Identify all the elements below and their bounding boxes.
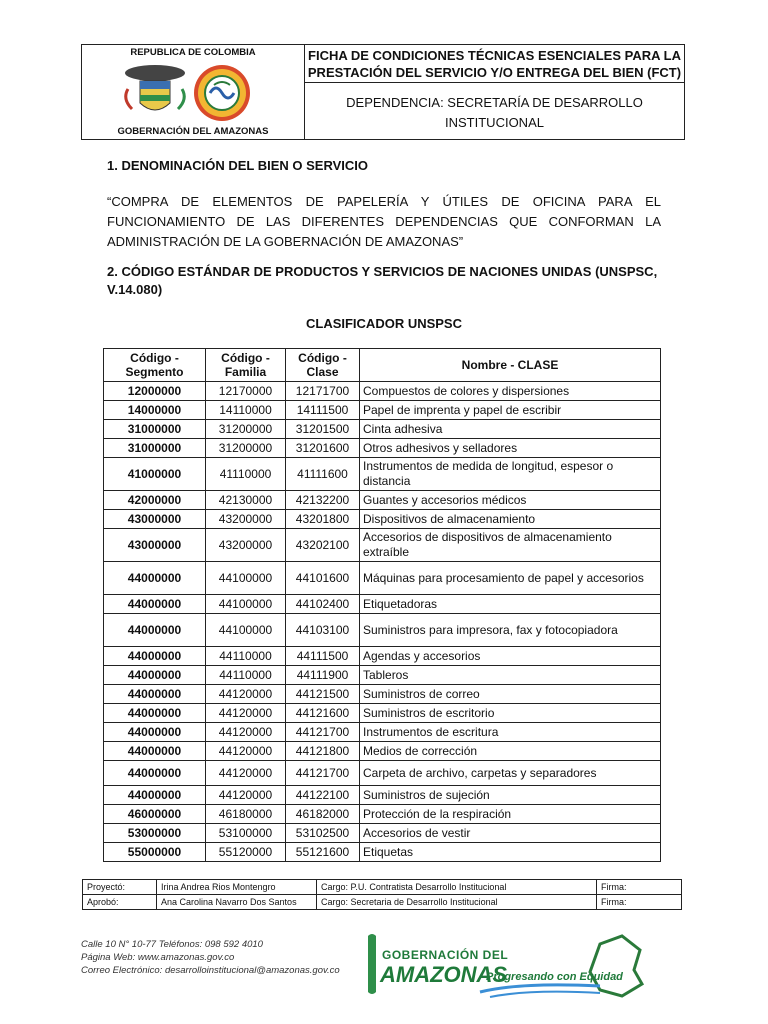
- family-code: 44120000: [206, 786, 286, 805]
- family-code: 44100000: [206, 614, 286, 647]
- segment-code: 41000000: [104, 458, 206, 491]
- segment-code: 43000000: [104, 529, 206, 562]
- family-code: 42130000: [206, 491, 286, 510]
- class-code: 31201500: [286, 420, 360, 439]
- class-code: 44103100: [286, 614, 360, 647]
- table-row: [104, 562, 661, 595]
- header-class: Código - Clase: [286, 349, 360, 382]
- table-row: [104, 420, 661, 439]
- segment-code: 44000000: [104, 562, 206, 595]
- table-header-row: [104, 349, 661, 382]
- class-name: Suministros de correo: [360, 685, 661, 704]
- family-code: 31200000: [206, 439, 286, 458]
- class-code: 44111500: [286, 647, 360, 666]
- header-segment: Código - Segmento: [104, 349, 206, 382]
- segment-code: 14000000: [104, 401, 206, 420]
- amazonas-logo: [360, 930, 650, 1002]
- table-row: [104, 824, 661, 843]
- approved-name: Ana Carolina Navarro Dos Santos: [157, 895, 317, 910]
- table-row: [104, 439, 661, 458]
- approval-row: [83, 880, 682, 895]
- class-code: 44121800: [286, 742, 360, 761]
- class-code: 44121700: [286, 723, 360, 742]
- class-name: Dispositivos de almacenamiento: [360, 510, 661, 529]
- table-row: [104, 401, 661, 420]
- family-code: 44120000: [206, 685, 286, 704]
- class-name: Medios de corrección: [360, 742, 661, 761]
- table-row: [104, 614, 661, 647]
- class-name: Cinta adhesiva: [360, 420, 661, 439]
- table-row: [104, 704, 661, 723]
- dependency-label: DEPENDENCIA: SECRETARÍA DE DESARROLLO INSTITUCIONAL: [346, 95, 643, 130]
- segment-code: 44000000: [104, 786, 206, 805]
- class-code: 44102400: [286, 595, 360, 614]
- class-name: Accesorios de dispositivos de almacenamiento extraíble: [360, 529, 661, 562]
- class-name: Papel de imprenta y papel de escribir: [360, 401, 661, 420]
- projected-name: Irina Andrea Rios Montengro: [157, 880, 317, 895]
- classifier-title: CLASIFICADOR UNSPSC: [305, 316, 462, 331]
- segment-code: 31000000: [104, 420, 206, 439]
- family-code: 31200000: [206, 420, 286, 439]
- class-name: Tableros: [360, 666, 661, 685]
- class-code: 44121500: [286, 685, 360, 704]
- approval-table: [82, 879, 682, 910]
- family-code: 44120000: [206, 723, 286, 742]
- projected-label: Proyectó:: [83, 880, 157, 895]
- family-code: 44120000: [206, 761, 286, 786]
- projected-role: Cargo: P.U. Contratista Desarrollo Institucional: [317, 880, 597, 895]
- segment-code: 44000000: [104, 647, 206, 666]
- table-row: [104, 529, 661, 562]
- class-code: 12171700: [286, 382, 360, 401]
- table-row: [104, 761, 661, 786]
- table-row: [104, 647, 661, 666]
- family-code: 41110000: [206, 458, 286, 491]
- family-code: 44120000: [206, 742, 286, 761]
- logo-line1: GOBERNACIÓN DEL: [382, 948, 509, 962]
- contact-info: [81, 938, 340, 977]
- coat-of-arms-icon: [110, 61, 280, 123]
- family-code: 55120000: [206, 843, 286, 862]
- class-code: 44121600: [286, 704, 360, 723]
- family-code: 53100000: [206, 824, 286, 843]
- table-row: [104, 510, 661, 529]
- document-header: [81, 44, 685, 140]
- class-name: Instrumentos de medida de longitud, espesor o distancia: [360, 458, 661, 491]
- family-code: 44120000: [206, 704, 286, 723]
- class-code: 46182000: [286, 805, 360, 824]
- segment-code: 53000000: [104, 824, 206, 843]
- segment-code: 12000000: [104, 382, 206, 401]
- web-line: Página Web: www.amazonas.gov.co: [81, 952, 235, 963]
- class-name: Accesorios de vestir: [360, 824, 661, 843]
- segment-code: 44000000: [104, 666, 206, 685]
- class-code: 44101600: [286, 562, 360, 595]
- class-name: Etiquetas: [360, 843, 661, 862]
- class-code: 53102500: [286, 824, 360, 843]
- class-name: Instrumentos de escritura: [360, 723, 661, 742]
- table-row: [104, 786, 661, 805]
- table-row: [104, 685, 661, 704]
- segment-code: 44000000: [104, 595, 206, 614]
- segment-code: 44000000: [104, 614, 206, 647]
- segment-code: 44000000: [104, 742, 206, 761]
- class-name: Guantes y accesorios médicos: [360, 491, 661, 510]
- section2-heading: 2. CÓDIGO ESTÁNDAR DE PRODUCTOS Y SERVICIOS DE NACIONES UNIDAS (UNSPSC, V.14.080): [107, 264, 658, 297]
- class-code: 44111900: [286, 666, 360, 685]
- class-code: 43201800: [286, 510, 360, 529]
- family-code: 44100000: [206, 595, 286, 614]
- class-name: Etiquetadoras: [360, 595, 661, 614]
- class-code: 14111500: [286, 401, 360, 420]
- email-line: Correo Electrónico: desarrolloinstitucional@amazonas.gov.co: [81, 965, 340, 976]
- family-code: 43200000: [206, 529, 286, 562]
- table-row: [104, 742, 661, 761]
- segment-code: 44000000: [104, 704, 206, 723]
- government-label: GOBERNACIÓN DEL AMAZONAS: [117, 126, 269, 137]
- approval-row: [83, 895, 682, 910]
- family-code: 46180000: [206, 805, 286, 824]
- table-row: [104, 723, 661, 742]
- signature-label: Firma:: [597, 895, 682, 910]
- family-code: 44110000: [206, 666, 286, 685]
- class-code: 42132200: [286, 491, 360, 510]
- class-name: Suministros de sujeción: [360, 786, 661, 805]
- segment-code: 42000000: [104, 491, 206, 510]
- family-code: 14110000: [206, 401, 286, 420]
- section1-text: “COMPRA DE ELEMENTOS DE PAPELERÍA Y ÚTILES DE OFICINA PARA EL FUNCIONAMIENTO DE LAS DIFERENTES DEPENDENCIAS QUE CONFORMAN LA ADMINISTRACIÓN DE LA GOBERNACIÓN DE AMAZONAS”: [107, 194, 661, 249]
- class-name: Suministros de escritorio: [360, 704, 661, 723]
- table-row: [104, 382, 661, 401]
- table-row: [104, 458, 661, 491]
- class-code: 44122100: [286, 786, 360, 805]
- class-name: Carpeta de archivo, carpetas y separadores: [360, 761, 661, 786]
- class-name: Agendas y accesorios: [360, 647, 661, 666]
- segment-code: 46000000: [104, 805, 206, 824]
- document-title: FICHA DE CONDICIONES TÉCNICAS ESENCIALES PARA LA PRESTACIÓN DEL SERVICIO Y/O ENTREGA DEL BIEN (FCT): [305, 45, 684, 83]
- header-class-name: Nombre - CLASE: [360, 349, 661, 382]
- family-code: 44110000: [206, 647, 286, 666]
- segment-code: 55000000: [104, 843, 206, 862]
- class-code: 43202100: [286, 529, 360, 562]
- segment-code: 44000000: [104, 685, 206, 704]
- table-row: [104, 666, 661, 685]
- republic-label: REPUBLICA DE COLOMBIA: [130, 47, 256, 58]
- class-name: Compuestos de colores y dispersiones: [360, 382, 661, 401]
- family-code: 44100000: [206, 562, 286, 595]
- class-name: Suministros para impresora, fax y fotocopiadora: [360, 614, 661, 647]
- logo-slogan: Progresando con Equidad: [486, 971, 623, 983]
- unspsc-table: [103, 348, 661, 862]
- table-row: [104, 595, 661, 614]
- class-name: Otros adhesivos y selladores: [360, 439, 661, 458]
- family-code: 43200000: [206, 510, 286, 529]
- approved-role: Cargo: Secretaria de Desarrollo Institucional: [317, 895, 597, 910]
- signature-label: Firma:: [597, 880, 682, 895]
- segment-code: 44000000: [104, 723, 206, 742]
- header-logo-cell: [82, 45, 305, 139]
- table-row: [104, 805, 661, 824]
- class-name: Protección de la respiración: [360, 805, 661, 824]
- approved-label: Aprobó:: [83, 895, 157, 910]
- table-row: [104, 491, 661, 510]
- segment-code: 44000000: [104, 761, 206, 786]
- class-code: 41111600: [286, 458, 360, 491]
- section1-heading: 1. DENOMINACIÓN DEL BIEN O SERVICIO: [107, 158, 369, 173]
- logo-line2: AMAZONAS: [380, 962, 508, 987]
- class-code: 31201600: [286, 439, 360, 458]
- address-line: Calle 10 N° 10-77 Teléfonos: 098 592 4010: [81, 939, 263, 950]
- family-code: 12170000: [206, 382, 286, 401]
- segment-code: 31000000: [104, 439, 206, 458]
- table-row: [104, 843, 661, 862]
- segment-code: 43000000: [104, 510, 206, 529]
- class-code: 44121700: [286, 761, 360, 786]
- header-family: Código - Familia: [206, 349, 286, 382]
- class-code: 55121600: [286, 843, 360, 862]
- class-name: Máquinas para procesamiento de papel y accesorios: [360, 562, 661, 595]
